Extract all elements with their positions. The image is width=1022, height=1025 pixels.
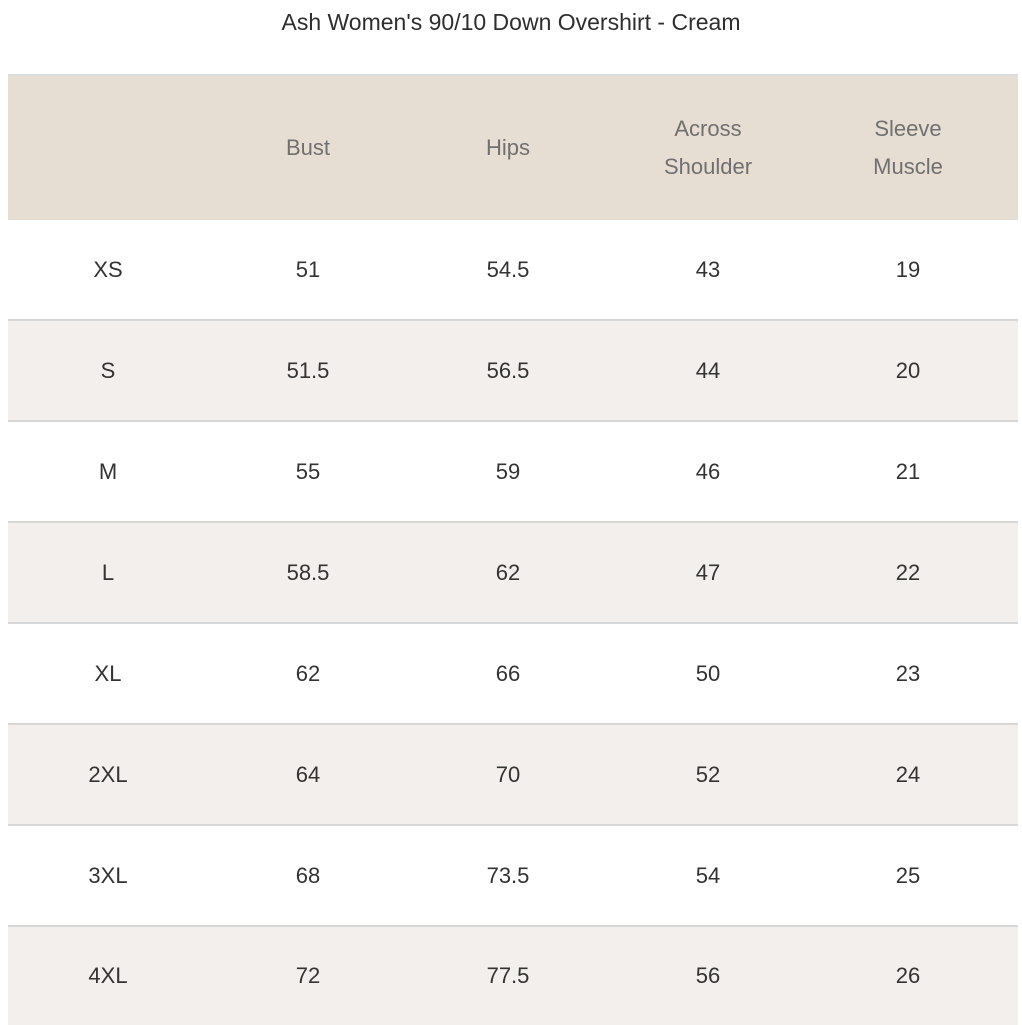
header-cell-across-shoulder: [608, 110, 808, 186]
header-cell-hips: [408, 129, 608, 167]
table-row: [8, 422, 1018, 523]
hips-cell: 70: [495, 761, 521, 787]
bust-cell: 62: [295, 660, 321, 686]
table-header-row: [8, 76, 1018, 220]
sleeve-muscle-cell: 19: [895, 256, 921, 282]
hips-cell: 62: [495, 559, 521, 585]
size-chart-table: [8, 74, 1018, 1025]
hips-cell: 66: [495, 660, 521, 686]
hips-cell: 59: [495, 458, 521, 484]
table-row: [8, 321, 1018, 422]
bust-cell: 68: [295, 862, 321, 888]
table-row: [8, 624, 1018, 725]
across-shoulder-cell: 52: [695, 761, 721, 787]
bust-cell: 55: [295, 458, 321, 484]
hips-cell: 54.5: [486, 256, 530, 282]
across-shoulder-cell: 54: [695, 862, 721, 888]
chart-title: Ash Women's 90/10 Down Overshirt - Cream: [281, 9, 741, 35]
hips-cell: 77.5: [486, 963, 530, 988]
size-cell: L: [101, 559, 115, 585]
across-shoulder-cell: 46: [695, 458, 721, 484]
table-row: [8, 826, 1018, 927]
across-shoulder-cell: 44: [695, 357, 721, 383]
across-shoulder-cell: 43: [695, 256, 721, 282]
sleeve-muscle-cell: 22: [895, 559, 921, 585]
table-row: [8, 220, 1018, 321]
bust-cell: 72: [295, 963, 321, 988]
header-label-line-1: Sleeve: [874, 115, 942, 141]
size-cell: XL: [94, 660, 122, 686]
across-shoulder-cell: 50: [695, 660, 721, 686]
sleeve-muscle-cell: 20: [895, 357, 921, 383]
bust-cell: 64: [295, 761, 321, 787]
header-label: Bust: [285, 134, 331, 160]
table-row: [8, 725, 1018, 826]
header-label: Hips: [485, 134, 530, 160]
size-cell: 4XL: [88, 963, 128, 988]
bust-cell: 51.5: [286, 357, 330, 383]
sleeve-muscle-cell: 24: [895, 761, 921, 787]
size-cell: S: [100, 357, 116, 383]
sleeve-muscle-cell: 25: [895, 862, 921, 888]
header-cell-sleeve-muscle: [808, 110, 1008, 186]
size-cell: 3XL: [88, 862, 128, 888]
hips-cell: 73.5: [486, 862, 530, 888]
sleeve-muscle-cell: 26: [895, 963, 921, 988]
across-shoulder-cell: 47: [695, 559, 721, 585]
sleeve-muscle-cell: 23: [895, 660, 921, 686]
hips-cell: 56.5: [486, 357, 530, 383]
size-cell: XS: [93, 256, 123, 282]
size-cell: M: [98, 458, 118, 484]
header-label-line-2: Shoulder: [663, 153, 753, 179]
sleeve-muscle-cell: 21: [895, 458, 921, 484]
bust-cell: 51: [295, 256, 321, 282]
header-label-line-1: Across: [674, 115, 742, 141]
bust-cell: 58.5: [286, 559, 330, 585]
size-cell: 2XL: [88, 761, 128, 787]
across-shoulder-cell: 56: [695, 963, 721, 988]
table-row: [8, 523, 1018, 624]
table-row: [8, 927, 1018, 1025]
header-cell-bust: [208, 129, 408, 167]
header-label-line-2: Muscle: [873, 153, 943, 179]
